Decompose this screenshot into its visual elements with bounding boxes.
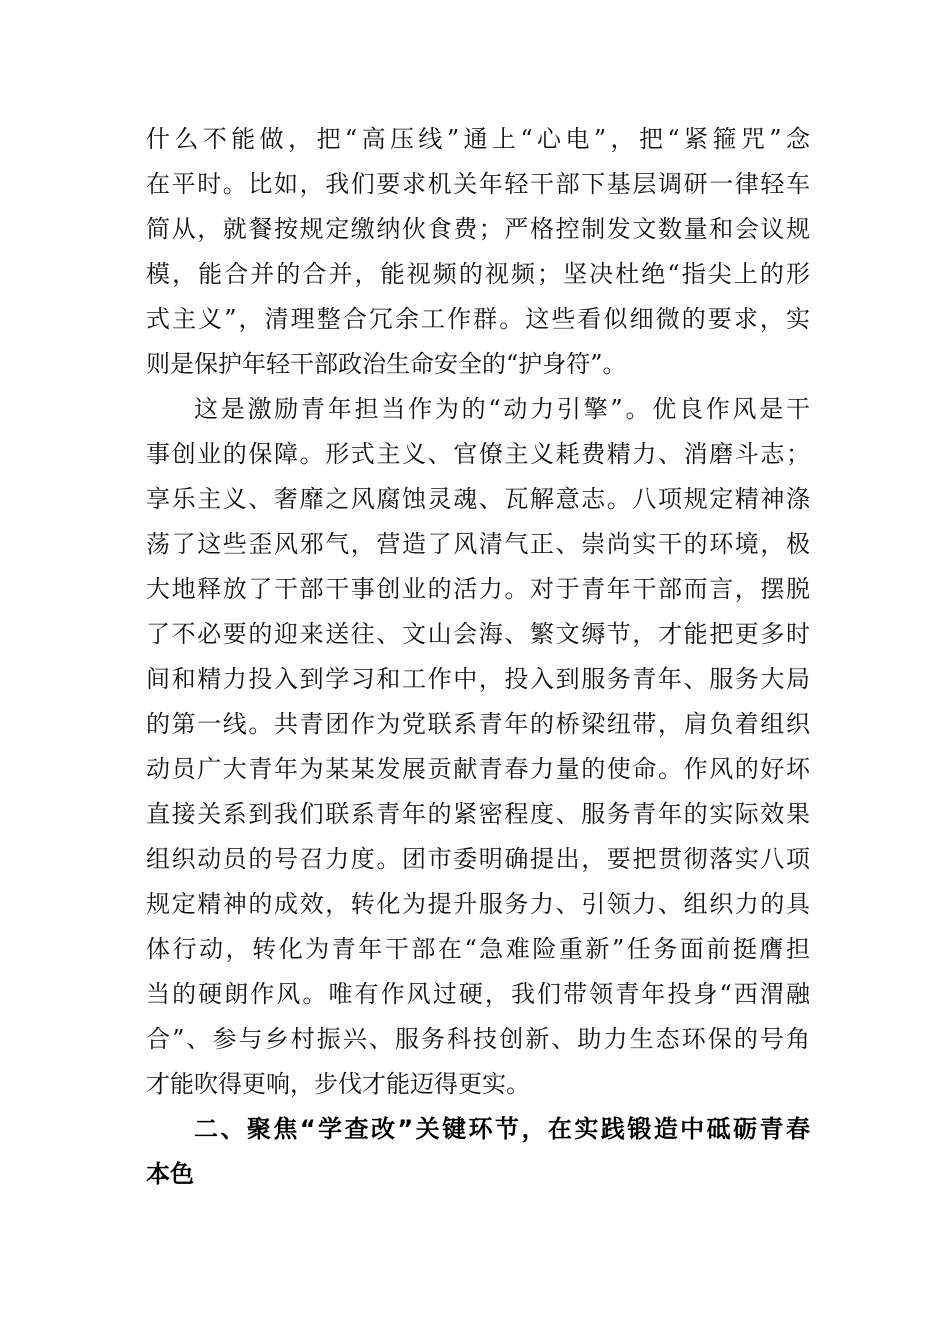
paragraph-2-line-8: 的第一线。共青团作为党联系青年的桥梁纽带，肩负着组织 (146, 710, 810, 738)
paragraph-2-line-13: 体行动，转化为青年干部在“急难险重新”任务面前挺膺担 (146, 935, 810, 963)
paragraph-2-line-10: 直接关系到我们联系青年的紧密程度、服务青年的实际效果 (146, 800, 810, 828)
section-heading-line-2: 本色 (146, 1160, 194, 1188)
paragraph-2-line-14: 当的硬朗作风。唯有作风过硬，我们带领青年投身“西渭融 (146, 980, 810, 1008)
paragraph-2-line-11: 组织动员的号召力度。团市委明确提出，要把贯彻落实八项 (146, 845, 810, 873)
paragraph-2-line-7: 间和精力投入到学习和工作中，投入到服务青年、服务大局 (146, 665, 810, 693)
paragraph-1-line-3: 简从，就餐按规定缴纳伙食费；严格控制发文数量和会议规 (146, 215, 810, 243)
paragraph-2-line-4: 荡了这些歪风邪气，营造了风清气正、崇尚实干的环境，极 (146, 530, 810, 558)
paragraph-2-line-15: 合”、参与乡村振兴、服务科技创新、助力生态环保的号角 (146, 1025, 810, 1053)
paragraph-2-line-3: 享乐主义、奢靡之风腐蚀灵魂、瓦解意志。八项规定精神涤 (146, 485, 810, 513)
paragraph-1-line-2: 在平时。比如，我们要求机关年轻干部下基层调研一律轻车 (146, 170, 810, 198)
paragraph-2-line-12: 规定精神的成效，转化为提升服务力、引领力、组织力的具 (146, 890, 810, 918)
paragraph-1-line-5: 式主义”，清理整合冗余工作群。这些看似细微的要求，实 (146, 305, 810, 333)
paragraph-2-line-16: 才能吹得更响，步伐才能迈得更实。 (146, 1070, 530, 1098)
paragraph-2-line-5: 大地释放了干部干事创业的活力。对于青年干部而言，摆脱 (146, 575, 810, 603)
paragraph-2-line-6: 了不必要的迎来送往、文山会海、繁文缛节，才能把更多时 (146, 620, 810, 648)
section-heading-line-1: 二、聚焦“学查改”关键环节，在实践锻造中砥砺青春 (194, 1115, 810, 1143)
paragraph-2-line-1: 这是激励青年担当作为的“动力引擎”。优良作风是干 (194, 395, 810, 423)
paragraph-1-line-6: 则是保护年轻干部政治生命安全的“护身符”。 (146, 350, 627, 378)
paragraph-1-line-4: 模，能合并的合并，能视频的视频；坚决杜绝“指尖上的形 (146, 260, 810, 288)
paragraph-2-line-2: 事创业的保障。形式主义、官僚主义耗费精力、消磨斗志； (146, 440, 810, 468)
paragraph-1-line-1: 什么不能做，把“高压线”通上“心电”，把“紧箍咒”念 (146, 125, 810, 153)
paragraph-2-line-9: 动员广大青年为某某发展贡献青春力量的使命。作风的好坏 (146, 755, 810, 783)
